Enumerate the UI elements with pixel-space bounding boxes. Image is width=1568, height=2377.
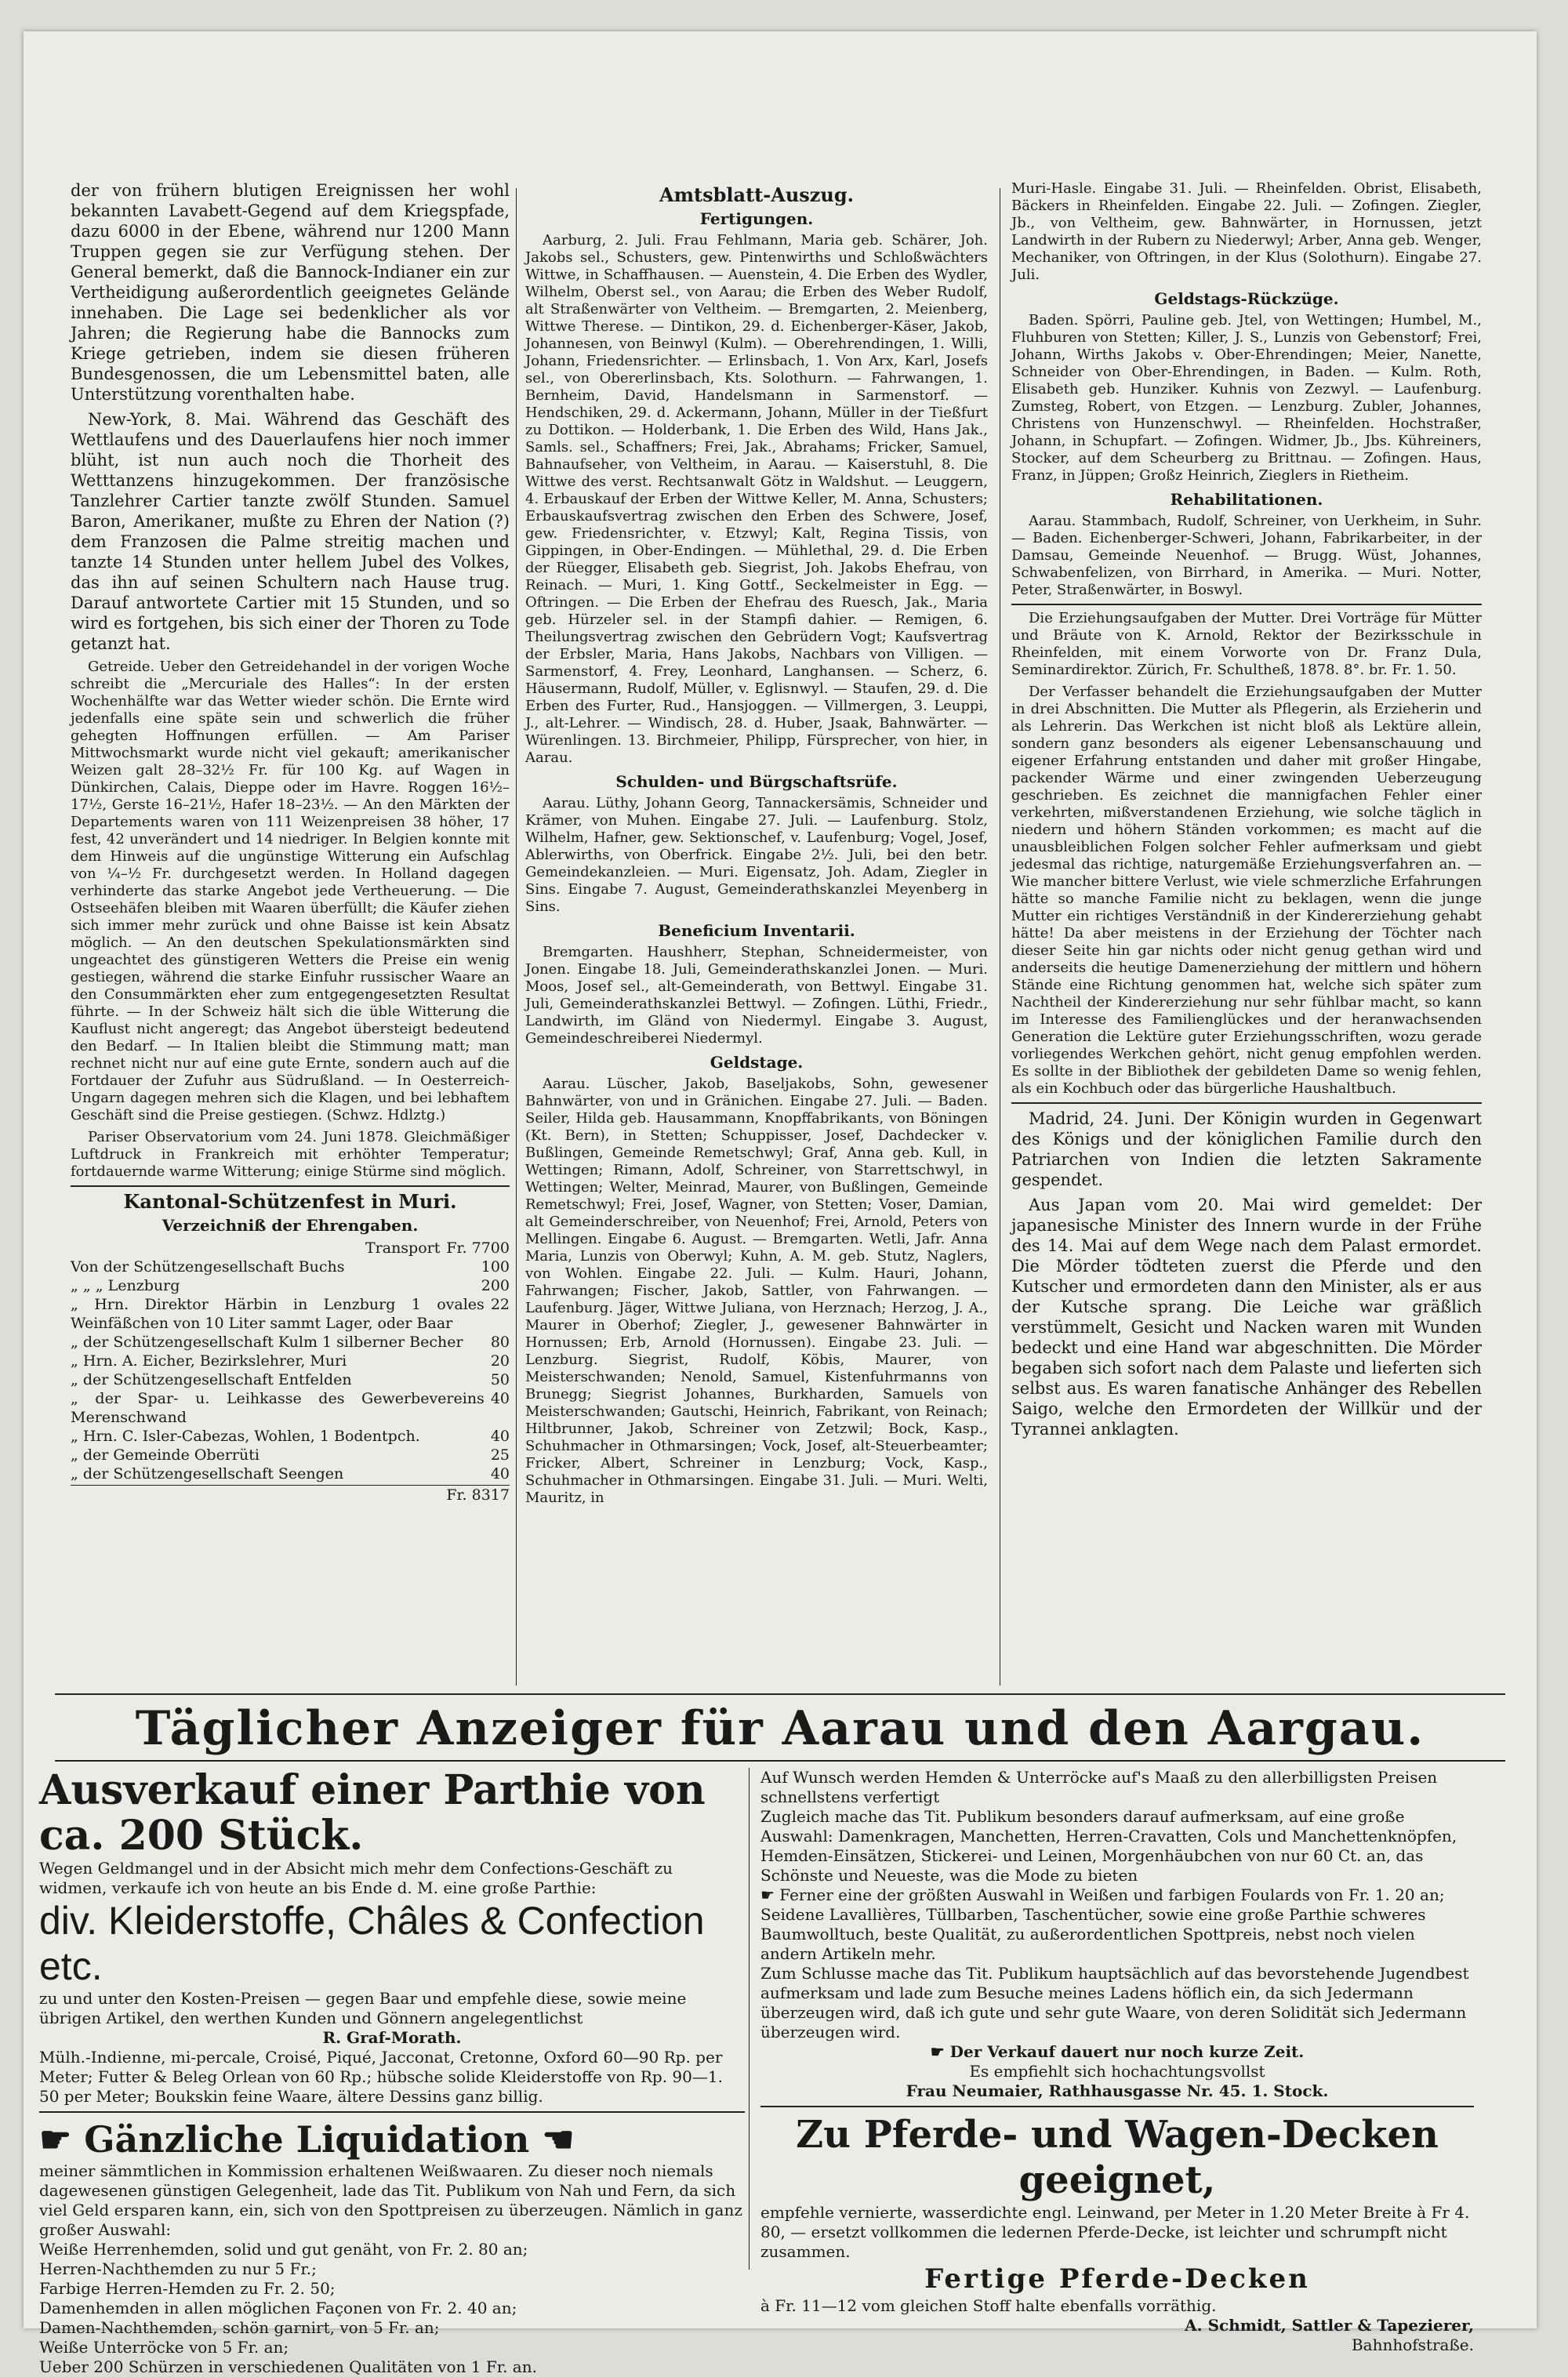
ad-fertige-pferdedecken: Fertige Pferde-Decken xyxy=(924,2263,1310,2295)
gift-row xyxy=(71,1352,510,1370)
ads-left xyxy=(39,1766,745,2376)
column-2 xyxy=(525,180,988,1701)
ad-liquidation-items xyxy=(39,2240,745,2377)
ad-hemden-text3-body: Ferner eine der größten Auswahl in Weißen und farbigen Foulards von Fr. 1. 20 an; Seidene Lavallières, Tüllbarben, Taschentücher, sowie eine große Parthie schweres Baumwolltuch, beste Qualität, zu außerordentlichen Spottpreis, nebst noch vielen andern Artikeln mehr. xyxy=(760,1885,1445,1963)
gift-donor: „ der Schützengesellschaft Entfelden xyxy=(71,1371,352,1388)
gift-amount: 20 xyxy=(490,1352,510,1370)
ad-hemden-signer: Frau Neumaier, Rathhausgasse Nr. 45. 1. Stock. xyxy=(906,2081,1329,2100)
gift-row xyxy=(71,1276,510,1295)
gift-row xyxy=(71,1333,510,1352)
gift-row xyxy=(71,1427,510,1446)
gift-donor: „ der Schützengesellschaft Kulm 1 silberner Becher xyxy=(71,1334,463,1351)
book-review-text: Der Verfasser behandelt die Erziehungsaufgaben der Mutter in drei Abschnitten. Die Mutter als Pflegerin, als Erzieherin und als Lehrerin. Das Werkchen ist nicht bloß als Lektüre allein, sondern ganz besonders als eigener Lebensanschauung und eigener Erfahrung entstanden und daher mit großer Hingabe, packender Wärme und einer zwingenden Ueberzeugung geschrieben. Es zeichnet die mannigfachen Fehler einer verkehrten, mißverstandenen Erziehung, wie solche täglich in niedern und höhern Ständen vorkommen; es macht auf die unausbleiblichen Folgen solcher Fehler aufmerksam und giebt jedesmal das richtige, naturgemäße Erziehungsverfahren an. — Wie mancher bittere Verlust, wie viele schmerzliche Erfahrungen hätte so manche Familie nicht zu beklagen, wenn die junge Mutter ein richtiges Verständniß in der Kindererziehung gehabt hätte! Da aber meistens in der Erziehung der Töchter nach dieser Seite hin gar nichts oder nicht genug gethan wird und anderseits die heutige Damenerziehung der mittlern und höhern Stände eine Richtung genommen hat, welche sich später zum Nachtheil der Kindererziehung nur sehr fühlbar macht, so kann im Interesse des Familienglückes und der heranwachsenden Generation die Lektüre guter Erziehungsschriften, wozu gerade vorliegendes Werkchen gehört, nicht genug empfohlen werden. Es sollte in der Bibliothek der gebildeten Dame so wenig fehlen, als ein Kochbuch oder das bürgerliche Haushaltbuch. xyxy=(1011,684,1482,1097)
gift-list xyxy=(71,1257,510,1483)
liquidation-item: Damenhemden in allen möglichen Façonen von Fr. 2. 40 an; xyxy=(39,2299,517,2317)
geldstage-text: Aarau. Lüscher, Jakob, Baseljakobs, Sohn, gewesener Bahnwärter, von und in Gränichen. Eingabe 27. Juli. — Baden. Seiler, Hilda geb. Hausammann, Knopffabrikants, von Böningen (Kt. Bern), in Stetten; Schuppisser, Josef, Dachdecker v. Bußlingen, Gemeinde Remetschwyl; Graf, Anna geb. Kull, in Wettingen; Rimann, Adolf, Schreiner, von Starrettschwyl, in Wettingen; Welter, Meinrad, Maurer, von Bußlingen, Gemeinde Remetschwyl; Frei, Josef, Wagner, von Stetten; Voser, Damian, alt Gemeinderschreiber, von Neuenhof; Frei, Arnold, Peters von Mellingen. Eingabe 6. August. — Bremgarten. Wetli, Jafr. Anna Maria, Lunzis von Oberwyl; Kuhn, A. M. geb. Stutz, Naglers, von Wohlen. Eingabe 22. Juli. — Kulm. Hauri, Johann, Fahrwangen; Fischer, Jakob, Sattler, von Fahrwangen. — Laufenburg. Jäger, Wittwe Juliana, von Herznach; Herzog, J. A., Maurer in Oberhof; Ziegler, J., gewesener Bahnwärter in Hornussen; Erb, Arnold (Hornussen). Eingabe 23. Juli. — Lenzburg. Siegrist, Rudolf, Köbis, Maurer, von Meisterschwanden; Nenold, Samuel, Kistenfuhrmanns von Brunegg; Siegrist Johannes, Burkharden, Samuels von Meisterschwanden; Gautschi, Heinrich, Fabrikant, von Reinach; Hiltbrunner, Jakob, Schreiner von Zetzwil; Bock, Kasp., Schuhmacher in Othmarsingen; Vock, Josef, alt-Steuerbeamter; Fricker, Albert, Schreiner in Lenzburg; Vock, Kasp., Schuhmacher in Othmarsingen. Eingabe 31. Juli. — Muri. Welti, Mauritz, in xyxy=(525,1076,988,1506)
book-review-title: Die Erziehungsaufgaben der Mutter. Drei Vorträge für Mütter und Bräute von K. Arnold, Rektor der Bezirksschule in Rheinfelden, mit einem Vorworte von Dr. Franz Dula, Seminardirektor. Zürich, Fr. Schultheß, 1878. 8°. br. Fr. 1. 50. xyxy=(1011,610,1482,678)
gift-amount: 40 xyxy=(490,1465,510,1482)
anzeiger-banner: Täglicher Anzeiger für Aarau und den Aargau. xyxy=(135,1701,1425,1756)
pointing-hand-icon: ☚ xyxy=(542,2118,575,2161)
column-1 xyxy=(71,180,510,1701)
ad-pferdedecken-text: empfehle vernierte, wasserdichte engl. Leinwand, per Meter in 1.20 Meter Breite à Fr 4. 80, — ersetzt vollkommen die ledernen Pferde-Decke, ist leichter und schrumpft nicht zusammen. xyxy=(760,2203,1470,2261)
gift-donor: „ der Gemeinde Oberrüti xyxy=(71,1446,260,1464)
gift-amount: 80 xyxy=(490,1334,510,1351)
ad-hemden-text5 xyxy=(760,2042,1474,2062)
pointing-hand-icon: ☛ xyxy=(39,2118,72,2161)
gift-total-row xyxy=(71,1485,510,1504)
column-divider xyxy=(71,1185,510,1187)
transport-value: Fr. 7700 xyxy=(446,1239,510,1257)
pointing-hand-icon: ☛ xyxy=(930,2042,950,2061)
article-japan: Aus Japan vom 20. Mai wird gemeldet: Der japanesische Minister des Innern wurde in der Frühe des 14. Mai auf dem Wege nach dem Palast ermordet. Die Mörder tödteten zuerst die Pferde und den Kutscher und ermordeten dann den Minister, als er aus der Kutsche sprang. Die Leiche war gräßlich verstümmelt, Gesicht und Nacken waren mit Wunden bedeckt und eine Hand war abgeschnitten. Die Mörder begaben sich sofort nach dem Palaste und lieferten sich selbst aus. Es waren fanatische Anhänger des Rebellen Saigo, welche den Ermordeten der Willkür und der Tyrannei anklagten. xyxy=(1011,1196,1482,1439)
gift-row xyxy=(71,1389,510,1427)
gift-row xyxy=(71,1464,510,1483)
ad-pferdedecken-title: Zu Pferde- und Wagen-Decken geeignet, xyxy=(796,2113,1439,2202)
gift-donor: Von der Schützengesellschaft Buchs xyxy=(71,1258,345,1276)
ads-right xyxy=(760,1768,1474,2354)
newspaper-page xyxy=(24,31,1537,2376)
gift-amount: 40 xyxy=(490,1390,510,1407)
beneficium-text: Bremgarten. Haushherr, Stephan, Schneidermeister, von Jonen. Eingabe 18. Juli, Gemeinderathskanzlei Jonen. — Muri. Moos, Josef sel., alt-Gemeinderath, von Bettwyl. Eingabe 31. Juli, Gemeinderathskanzlei Bettwyl. — Zofingen. Lüthi, Friedr., Landwirth, im Gländ von Niedermyl. Eingabe 3. August, Gemeindeschreiberei Niedermyl. xyxy=(525,944,988,1047)
gift-donor: „ Hrn. Direktor Härbin in Lenzburg 1 ovales Weinfäßchen von 10 Liter sammt Lager, oder Baar xyxy=(71,1296,485,1332)
ad-liquidation-title xyxy=(39,2118,745,2161)
article-getreide: Getreide. Ueber den Getreidehandel in der vorigen Woche schreibt die „Mercuriale des Halles“: In der ersten Wochenhälfte war das Wetter wieder schön. Die Ernte wird jedenfalls eine späte sein und schwerlich die früher gehegten Hoffnungen erfüllen. — Am Pariser Mittwochsmarkt wurde nicht viel gekauft; amerikanischer Weizen galt 28–32½ Fr. für 100 Kg. auf Wagen in Dünkirchen, Calais, Dieppe oder im Havre. Roggen 16½–17½, Gerste 16–21½, Hafer 18–23½. — An den Märkten der Departements waren von 111 Weizenpreisen 38 höher, 17 fest, 42 unverändert und 14 niedriger. In Belgien konnte mit dem Hinweis auf die ungünstige Witterung ein Aufschlag von ¼–½ Fr. durchgesetzt werden. In Holland dagegen verhinderte das starke Angebot jede Vertheuerung. — Die Ostseehäfen bleiben mit Waaren überfüllt; die Käufer ziehen sich immer mehr zurück und ohne Baisse ist kein Absatz möglich. — An den deutschen Spekulationsmärkten sind ungeachtet des günstigeren Wetters die Preise ein wenig gestiegen, während die starke Einfuhr russischer Waare an den Consummärkten eher zum entgegengesetzten Resultat führte. — In der Schweiz hält sich die üble Witterung die Kauflust nicht angeregt; das Angebot übersteigt bedeutend den Bedarf. — In Italien bleibt die Stimmung matt; man rechnet nicht nur auf eine gute Ernte, sondern auch auf die Fortdauer der Zufuhr aus Südrußland. — In Oesterreich-Ungarn dagegen mehren sich die Klagen, und bei lebhaftem Geschäft sind die Preise gestiegen. (Schwz. Hdlztg.) xyxy=(71,659,510,1123)
ad-hemden-text3 xyxy=(760,1885,1474,1964)
gift-amount: 50 xyxy=(490,1371,510,1388)
ad-hemden-text2: Zugleich mache das Tit. Publikum besonders darauf aufmerksam, auf eine große Auswahl: Damenkragen, Manchetten, Herren-Cravatten, Cols und Manchettenknöpfen, Hemden-Einsätzen, Stickerei- und Leinen, Morgenhäubchen von nur 60 Ct. an, das Schönste und Neueste, was die Mode zu bieten xyxy=(760,1807,1457,1885)
article-bannock: der von frühern blutigen Ereignissen her wohl bekannten Lavabett-Gegend auf dem Kriegspfade, dazu 6000 in der Ebene, während nur 1200 Mann Truppen gegen sie zur Verfügung stehen. Der General bemerkt, daß die Bannock-Indianer ein zur Vertheidigung außerordentlich geeignetes Gelände innehaben. Die Lage sei bedenklicher als vor Jahren; die Regierung habe die Bannocks zum Kriege getrieben, indem sie diesen früheren Bundesgenossen, die um Lebensmittel baten, alle Unterstützung vorenthalten habe. xyxy=(71,181,510,404)
geldstage-continued: Muri-Hasle. Eingabe 31. Juli. — Rheinfelden. Obrist, Elisabeth, Bäckers in Rheinfelden. Eingabe 22. Juli. — Zofingen. Ziegler, Jb., von Veltheim, gew. Bahnwärter, in Hornussen, jetzt Landwirth in der Rubern zu Niederwyl; Arber, Anna geb. Wenger, Mechaniker, von Oftringen, in der Klus (Solothurn). Eingabe 27. Juli. xyxy=(1011,180,1482,283)
gift-donor: „ der Schützengesellschaft Seengen xyxy=(71,1465,344,1482)
liquidation-item: Herren-Nachthemden zu nur 5 Fr.; xyxy=(39,2259,317,2278)
liquidation-item: Weiße Herrenhemden, solid und gut genäht, von Fr. 2. 80 an; xyxy=(39,2240,528,2259)
beneficium-heading: Beneficium Inventarii. xyxy=(658,921,855,940)
gift-total: Fr. 8317 xyxy=(446,1486,510,1504)
ad-divider xyxy=(39,2111,745,2113)
gift-transport-row xyxy=(71,1239,510,1257)
fertigungen-heading: Fertigungen. xyxy=(699,209,814,228)
article-new-york: New-York, 8. Mai. Während das Geschäft des Wettlaufens und des Dauerlaufens hier noch immer blüht, ist nun auch noch die Thorheit des Wetttanzens hinzugekommen. Der französische Tanzlehrer Cartier tanzte zwölf Stunden. Samuel Baron, Amerikaner, mußte zu Ehren der Nation (?) dem Franzosen die Palme streitig machen und tanzte 14 Stunden unter hellem Jubel des Volkes, das ihn auf seinen Schultern nach Hause trug. Darauf antwortete Cartier mit 15 Stunden, und so wird es fortgehen, bis sich einer der Thoren zu Tode getanzt hat. xyxy=(71,410,510,653)
schuetzenfest-title: Kantonal-Schützenfest in Muri. xyxy=(123,1190,457,1213)
liquidation-item: Weiße Unterröcke von 5 Fr. an; xyxy=(39,2338,289,2357)
gift-row xyxy=(71,1370,510,1389)
ad-pferdedecken-text2: à Fr. 11—12 vom gleichen Stoff halte ebenfalls vorräthig. xyxy=(760,2296,1217,2315)
ad-pferdedecken-signer: A. Schmidt, Sattler & Tapezierer, xyxy=(1185,2316,1474,2335)
gift-donor: „ Hrn. A. Eicher, Bezirkslehrer, Muri xyxy=(71,1352,347,1370)
banner-rule-bottom xyxy=(55,1760,1505,1762)
ad-liquidation-text: meiner sämmtlichen in Kommission erhaltenen Weißwaaren. Zu dieser noch niemals dagewesenen günstigen Gelegenheit, lade das Tit. Publikum von Nah und Fern, da sich viel Geld ersparen kann, ein, sich von den Spottpreisen zu überzeugen. Nämlich in ganz großer Auswahl: xyxy=(39,2161,742,2239)
section-divider xyxy=(1011,1102,1482,1104)
rehabilitationen-text: Aarau. Stammbach, Rudolf, Schreiner, von Uerkheim, in Suhr. — Baden. Eichenberger-Schweri, Johann, Fabrikarbeiter, in der Damsau, Gemeinde Neuenhof. — Brugg. Wüst, Johannes, Schwabenfelizen, von Birrhard, in Amerika. — Muri. Notter, Peter, Straßenwärter, in Boswyl. xyxy=(1011,513,1482,598)
gift-amount: 200 xyxy=(481,1277,510,1294)
ad-ausverkauf-text3: Mülh.-Indienne, mi-percale, Croisé, Piqué, Jacconat, Cretonne, Oxford 60—90 Rp. per Meter; Futter & Beleg Orlean von 60 Rp.; hübsche solide Kleiderstoffe von Rp. 90—1. 50 per Meter; Boukskin feine Waare, ältere Dessins ganz billig. xyxy=(39,2048,723,2106)
amtsblatt-title: Amtsblatt-Auszug. xyxy=(659,183,854,206)
section-divider xyxy=(1011,604,1482,605)
transport-label: Transport xyxy=(365,1239,441,1257)
gift-donor: „ der Spar- u. Leihkasse des Gewerbevereins Merenschwand xyxy=(71,1390,485,1426)
ads-rule xyxy=(749,1768,750,2270)
liquidation-item: Ueber 200 Schürzen in verschiedenen Qualitäten von 1 Fr. an. xyxy=(39,2357,537,2376)
schulden-text: Aarau. Lüthy, Johann Georg, Tannackersämis, Schneider und Krämer, von Muhen. Eingabe 27. Juli. — Laufenburg. Stolz, Wilhelm, Hafner, gew. Sektionschef, v. Laufenburg; Vogel, Josef, Ablerwirths, von Oberfrick. Eingabe 2½. Juli, bei den betr. Gemeindekanzleien. — Muri. Eigensatz, Joh. Adam, Ziegler in Sins. Eingabe 7. August, Gemeinderathskanzlei Meyenberg in Sins. xyxy=(525,795,988,915)
ad-ausverkauf-text2: zu und unter den Kosten-Preisen — gegen Baar und empfehle diese, sowie meine übrigen Artikel, den werthen Kunden und Gönnern angelegentlichst xyxy=(39,1989,687,2027)
banner-rule xyxy=(55,1693,1505,1695)
ad-hemden-text6: Es empfiehlt sich hochachtungsvollst xyxy=(969,2062,1265,2081)
pointing-hand-icon: ☛ xyxy=(760,1885,780,1904)
ad-ausverkauf-text: Wegen Geldmangel und in der Absicht mich mehr dem Confections-Geschäft zu widmen, verkaufe ich von heute an bis Ende d. M. eine große Parthie: xyxy=(39,1859,673,1897)
rueckzuege-text: Baden. Spörri, Pauline geb. Jtel, von Wettingen; Humbel, M., Fluhburen von Stetten; Killer, J. S., Lunzis von Gebenstorf; Frei, Johann, Wirths Jakobs v. Ober-Ehrendingen; Meier, Nanette, Schneider von Ober-Ehrendingen, in Baden. — Kulm. Roth, Elisabeth geb. Hunziker. Kuhnis von Zezwyl. — Laufenburg. Zumsteg, Robert, von Etzgen. — Lenzburg. Zubler, Johannes, Christens von Hunzenschwyl. — Rheinfelden. Hochstraßer, Johann, in Schupfart. — Zofingen. Widmer, Jb., Jbs. Kühreiners, Stocker, auf dem Scheurberg zu Brittnau. — Zofingen. Haus, Franz, in Jüppen; Großz Heinrich, Zieglers in Rietheim. xyxy=(1011,312,1482,484)
gift-amount: 100 xyxy=(481,1258,510,1276)
fertigungen-text: Aarburg, 2. Juli. Frau Fehlmann, Maria geb. Schärer, Joh. Jakobs sel., Schusters, gew. Pintenwirths und Schloßwächters Wittwe, in Schaffhausen. — Auenstein, 4. Die Erben des Wydler, Wilhelm, Oberst sel., von Aarau; die Erben des Weber Rudolf, alt Straßenwärter von Veltheim. — Bremgarten, 2. Meienberg, Wittwe Therese. — Dintikon, 29. d. Eichenberger-Käser, Jakob, Johannesen, von Beinwyl (Kulm). — Oberehrendingen, 1. Willi, Johann, Friedensrichter. — Erlinsbach, 1. Von Arx, Karl, Josefs sel., von Obererlinsbach, Kts. Solothurn. — Fahrwangen, 1. Bernheim, David, Handelsmann in Sarmenstorf. — Hendschiken, 29. d. Ackermann, Johann, Müller in der Tießfurt zu Dottikon. — Holderbank, 1. Die Erben des Wild, Hans Jak., Samls. sel., Schaffners; Frei, Jak., Abrahams; Fricker, Samuel, Bahnaufseher, von Veltheim, in Aarau. — Kaiserstuhl, 8. Die Wittwe des verst. Rechtsanwalt Götz in Waldshut. — Leuggern, 4. Erbauskauf der Erben der Wittwe Keller, M. Anna, Schusters; Erbauskaufsvertrag zwischen den Erben des Schwere, Josef, gew. Friedensrichter, v. Etzwyl; Kalt, Regina Tissis, von Gippingen, in Ober-Endingen. — Mühlethal, 29. d. Die Erben der Rüegger, Elisabeth geb. Siegrist, Joh. Jakobs Ehefrau, von Reinach. — Muri, 1. King Gottf., Seckelmeister in Egg. — Oftringen. — Die Erben der Ehefrau des Ruesch, Jak., Maria geb. Hürzeler sel. in der Stampfi dahier. — Remigen, 6. Theilungsvertrag zwischen den Gebrüdern Vogt; Kaufsvertrag der Erbsler, Maria, Hans Jakobs, Nachbars von Villigen. — Sarmenstorf, 4. Frey, Leonhard, Langhansen. — Scherz, 6. Häusermann, Rudolf, Müller, v. Eglisnwyl. — Staufen, 29. d. Die Erben des Furter, Rud., Hansjoggen. — Villmergen, 3. Leuppi, J., alt-Lehrer. — Windisch, 28. d. Huber, Jsaak, Bahnwärter. — Würenlingen. 13. Birchmeier, Philipp, Fürsprecher, von hier, in Aarau. xyxy=(525,232,988,766)
gift-row xyxy=(71,1257,510,1276)
ad-kleiderstoffe-headline: div. Kleiderstoffe, Châles & Confection etc. xyxy=(39,1899,705,1988)
rehabilitationen-heading: Rehabilitationen. xyxy=(1170,490,1323,509)
gift-row xyxy=(71,1446,510,1464)
rueckzuege-heading: Geldstags-Rückzüge. xyxy=(1154,289,1339,308)
schuetzenfest-subtitle: Verzeichniß der Ehrengaben. xyxy=(162,1216,419,1235)
article-paris-observatorium: Pariser Observatorium vom 24. Juni 1878. Gleichmäßiger Luftdruck in Frankreich mit erhöhter Temperatur; fortdauernde warme Witterung; einige Stürme sind möglich. xyxy=(71,1129,510,1180)
gift-row xyxy=(71,1295,510,1333)
geldstage-heading: Geldstage. xyxy=(710,1053,804,1072)
gift-amount: 40 xyxy=(490,1428,510,1445)
ad-liquidation-title-text: Gänzliche Liquidation xyxy=(84,2118,530,2161)
column-rule-1 xyxy=(516,188,517,1686)
gift-donor: „ „ „ Lenzburg xyxy=(71,1277,180,1294)
gift-donor: „ Hrn. C. Isler-Cabezas, Wohlen, 1 Bodentpch. xyxy=(71,1428,420,1445)
liquidation-item: Farbige Herren-Hemden zu Fr. 2. 50; xyxy=(39,2279,336,2298)
ad-hemden-text5-body: Der Verkauf dauert nur noch kurze Zeit. xyxy=(949,2042,1305,2061)
ad-ausverkauf-title: Ausverkauf einer Parthie von ca. 200 Stück. xyxy=(39,1766,706,1860)
ad-divider xyxy=(760,2106,1474,2107)
ad-ausverkauf-signer: R. Graf-Morath. xyxy=(322,2028,462,2047)
ad-pferdedecken-address: Bahnhofstraße. xyxy=(1351,2335,1474,2354)
ad-hemden-text1: Auf Wunsch werden Hemden & Unterröcke auf's Maaß zu den allerbilligsten Preisen schnellstens verfertigt xyxy=(760,1768,1438,1806)
column-3 xyxy=(1011,180,1482,1701)
gift-amount: 22 xyxy=(490,1296,510,1313)
ad-hemden-text4: Zum Schlusse mache das Tit. Publikum hauptsächlich auf das bevorstehende Jugendbest aufmerksam und lade zum Besuche meines Ladens höflich ein, da sich Jedermann überzeugen wird, daß ich gute und sehr gute Waare, von deren Solidität sich Jedermann überzeugen wird. xyxy=(760,1964,1469,2041)
article-madrid: Madrid, 24. Juni. Der Königin wurden in Gegenwart des Königs und der königlichen Familie durch den Patriarchen von Indien die letzten Sakramente gespendet. xyxy=(1011,1109,1482,1189)
liquidation-item: Damen-Nachthemden, schön garnirt, von 5 Fr. an; xyxy=(39,2318,440,2337)
schulden-heading: Schulden- und Bürgschaftsrüfe. xyxy=(615,772,898,791)
gift-amount: 25 xyxy=(490,1446,510,1464)
